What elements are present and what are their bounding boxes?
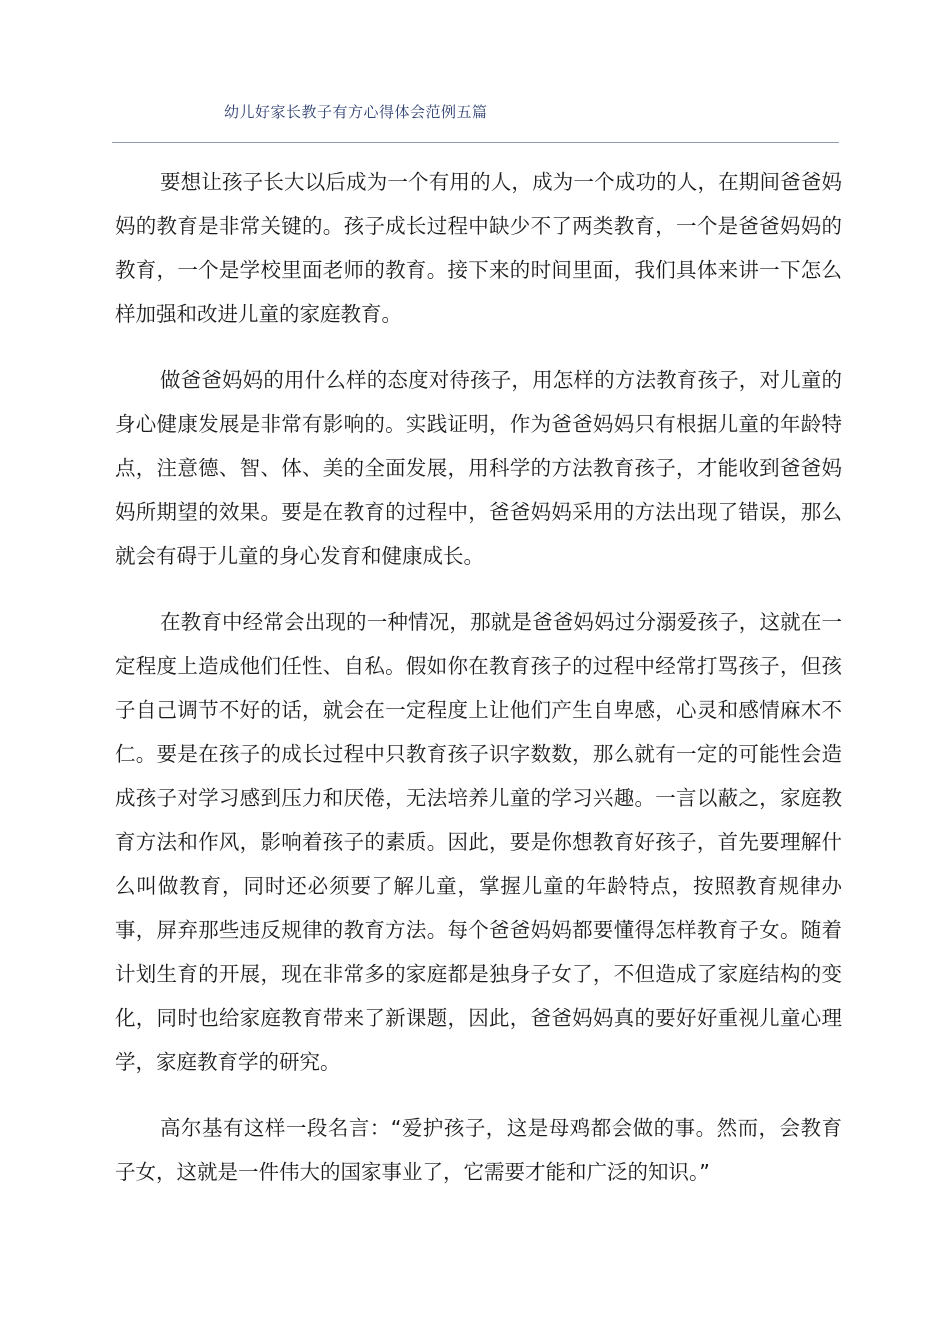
- paragraph-3: 在教育中经常会出现的一种情况，那就是爸爸妈妈过分溺爱孩子，这就在一定程度上造成他们任性、自私。假如你在教育孩子的过程中经常打骂孩子，但孩子自己调节不好的话，就会在一定程度上让他们产生自卑感，心灵和感情麻木不仁。要是在孩子的成长过程中只教育孩子识字数数，那么就有一定的可能性会造成孩子对学习感到压力和厌倦，无法培养儿童的学习兴趣。一言以蔽之，家庭教育方法和作风，影响着孩子的素质。因此，要是你想教育好孩子，首先要理解什么叫做教育，同时还必须要了解儿童，掌握儿童的年龄特点，按照教育规律办事，屏弃那些违反规律的教育方法。每个爸爸妈妈都要懂得怎样教育子女。随着计划生育的开展，现在非常多的家庭都是独身子女了，不但造成了家庭结构的变化，同时也给家庭教育带来了新课题，因此，爸爸妈妈真的要好好重视儿童心理学，家庭教育学的研究。: [115, 610, 842, 1074]
- paragraph-1: 要想让孩子长大以后成为一个有用的人，成为一个成功的人，在期间爸爸妈妈的教育是非常关键的。孩子成长过程中缺少不了两类教育，一个是爸爸妈妈的教育，一个是学校里面老师的教育。接下来的时间里面，我们具体来讲一下怎么样加强和改进儿童的家庭教育。: [115, 170, 842, 326]
- document-header-title: 幼儿好家长教子有方心得体会范例五篇: [224, 103, 488, 121]
- document-body: [115, 160, 842, 1216]
- header-divider: [112, 142, 839, 143]
- paragraph-2: 做爸爸妈妈的用什么样的态度对待孩子，用怎样的方法教育孩子，对儿童的身心健康发展是非常有影响的。实践证明，作为爸爸妈妈只有根据儿童的年龄特点，注意德、智、体、美的全面发展，用科学的方法教育孩子，才能收到爸爸妈妈所期望的效果。要是在教育的过程中，爸爸妈妈采用的方法出现了错误，那么就会有碍于儿童的身心发育和健康成长。: [115, 368, 842, 568]
- paragraph-4: 高尔基有这样一段名言：“爱护孩子，这是母鸡都会做的事。然而，会教育子女，这就是一件伟大的国家事业了，它需要才能和广泛的知识。”: [115, 1116, 842, 1184]
